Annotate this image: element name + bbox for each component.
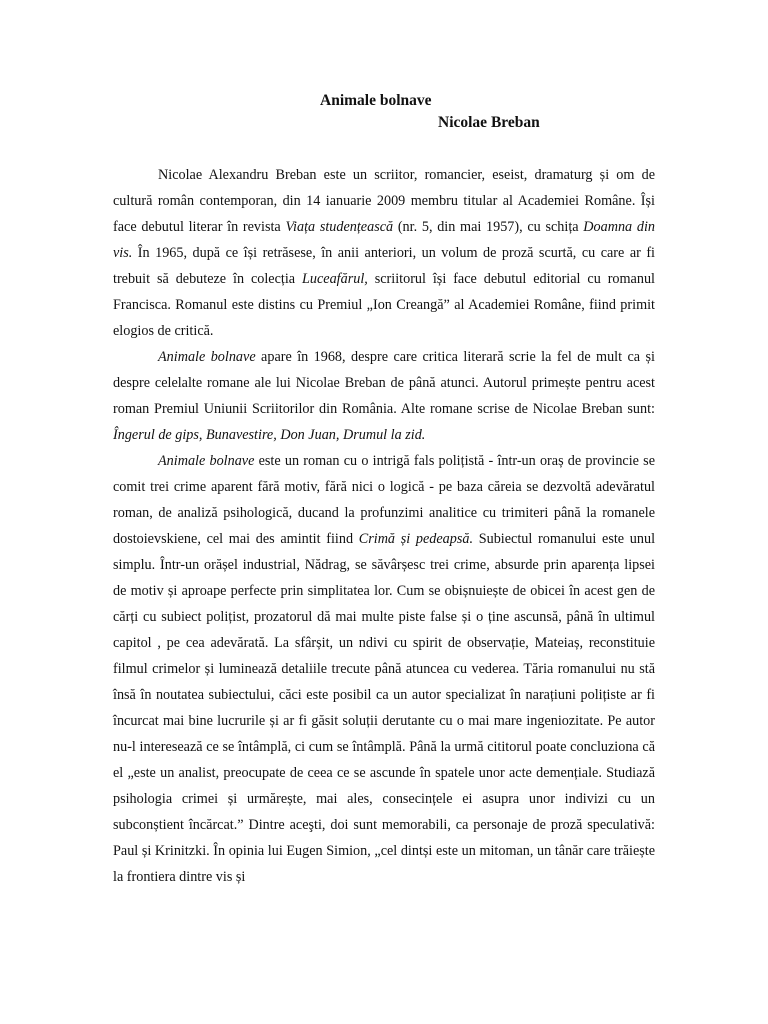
- italic-run: Animale bolnave: [158, 349, 256, 365]
- italic-run: Luceafărul,: [302, 271, 368, 287]
- italic-run: Îngerul de gips, Bunavestire, Don Juan, Drumul la zid.: [113, 427, 426, 443]
- text-run: Nicolae Alexandru Breban este un scriitor, romancier, eseist, dramaturg și om de cultură român contemporan, din 14 ianuarie 2009 membru titular al Academiei Române. Își face debutul literar în revista: [113, 167, 655, 235]
- italic-run: Viața studențească: [285, 219, 394, 235]
- italic-run: Doamna din vis.: [113, 219, 655, 261]
- text-run: apare în 1968, despre care critica literară scrie la fel de mult ca și despre celelalte romane ale lui Nicolae Breban de până atunci. Autorul primește pentru acest roman Premiul Uniunii Scriitorilor din România. Alte romane scrise de Nicolae Breban sunt:: [113, 349, 655, 417]
- text-run: În 1965, după ce își retrăsese, în anii anteriori, un volum de proză scurtă, cu care ar fi trebuit să debuteze în colecția: [113, 245, 655, 287]
- italic-run: Crimă și pedeapsă.: [358, 531, 474, 547]
- text-run: scriitorul își face debutul editorial cu romanul Francisca. Romanul este distins cu Premiul „Ion Creangă” al Academiei Române, fiind primit elogios de critică.: [113, 271, 655, 339]
- text-run: (nr. 5, din mai 1957), cu schița: [393, 219, 584, 235]
- paragraph-1: [113, 162, 655, 344]
- paragraph-2: [113, 344, 655, 448]
- document-body: [113, 162, 655, 890]
- text-run: Subiectul romanului este unul simplu. Într-un orășel industrial, Nădrag, se săvârșesc trei crime, absurde prin aparența lipsei de motiv și aproape perfecte prin simplitatea lor. Cum se obișnuiește de obicei în acest gen de cărți cu subiect polițist, prozatorul dă mai multe piste false și o ține ascunsă, până în ultimul capitol , pe cea adevărată. La sfârșit, un ndivi cu spirit de observație, Mateiaș, reconstituie filmul crimelor și luminează detaliile trecute până atuncea cu vederea. Tăria romanului nu stă însă în noutatea subiectului, căci este posibil ca un autor specializat în narațiuni polițiste ar fi încurcat mai bine lucrurile și ar fi găsit soluții derutante cu o mai mare ingeniozitate. Pe autor nu-l interesează ce se întâmplă, ci cum se întâmplă. Până la urmă cititorul poate concluziona că el „este un analist, preocupate de ceea ce se ascunde în spatele unor acte demențiale. Studiază psihologia crimei și urmărește, mai ales, consecințele ei asupra unor indivizi cu un subconștient încărcat.” Dintre aceşti, doi sunt memorabili, ca personaje de proză speculativă: Paul și Krinitzki. În opinia lui Eugen Simion, „cel dintși este un mitoman, un tânăr care trăiește la frontiera dintre vis și: [113, 531, 656, 885]
- paragraph-3: [113, 448, 655, 890]
- text-run: este un roman cu o intrigă fals polițistă - într-un oraș de provincie se comit trei crime aparent fără motiv, fără nici o logică - pe baza căreia se dezvoltă adevăratul roman, de analiză psihologică, ducand la profunzimi analitice cu trimiteri până la romanele dostoievskiene, cel mai des amintit fiind: [113, 453, 655, 547]
- document-author: Nicolae Breban: [438, 114, 540, 131]
- italic-run: Animale bolnave: [158, 453, 255, 469]
- document-title: Animale bolnave: [320, 92, 432, 109]
